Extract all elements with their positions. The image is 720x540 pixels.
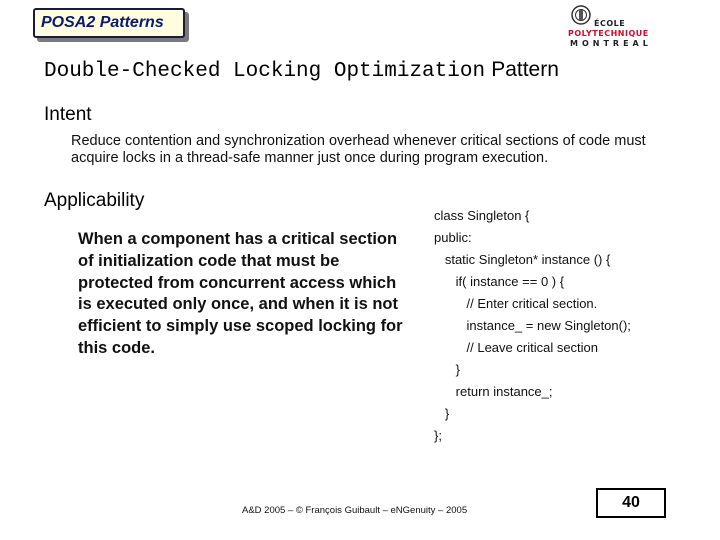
logo-line-ecole: ÉCOLE	[594, 19, 626, 28]
code-line: }	[434, 362, 461, 377]
slide-title	[44, 56, 559, 85]
code-sample	[434, 205, 694, 447]
slide-title-pattern-name: Double-Checked Locking Optimization	[44, 60, 486, 83]
intent-heading: Intent	[44, 104, 92, 125]
code-line: if( instance == 0 ) {	[434, 274, 565, 289]
page-number: 40	[596, 488, 666, 518]
course-badge: POSA2 Patterns	[33, 8, 185, 38]
logo-line-montreal: MONTREAL	[570, 39, 652, 48]
applicability-heading: Applicability	[44, 190, 145, 211]
code-line: instance_ = new Singleton();	[434, 318, 631, 333]
logo-line-polytechnique: POLYTECHNIQUE	[568, 29, 649, 38]
footer-credit: A&D 2005 – © François Guibault – eNGenuity – 2005	[242, 505, 468, 516]
intent-text: Reduce contention and synchronization overhead whenever critical sections of code must acquire locks in a thread-safe manner just once during program execution.	[71, 133, 646, 166]
code-line: // Enter critical section.	[434, 296, 598, 311]
slide-title-suffix: Pattern	[491, 58, 559, 81]
code-line: static Singleton* instance () {	[434, 252, 611, 267]
applicability-text: When a component has a critical section of initialization code that must be protected from concurrent access which is executed only once, and when it is not efficient to simply use scoped locking for this code.	[78, 230, 403, 357]
code-line: public:	[434, 230, 472, 245]
code-line: };	[434, 428, 442, 443]
code-line: class Singleton {	[434, 208, 530, 223]
code-line: // Leave critical section	[434, 340, 599, 355]
school-logo	[548, 2, 658, 50]
code-line: }	[434, 406, 450, 421]
code-line: return instance_;	[434, 384, 553, 399]
